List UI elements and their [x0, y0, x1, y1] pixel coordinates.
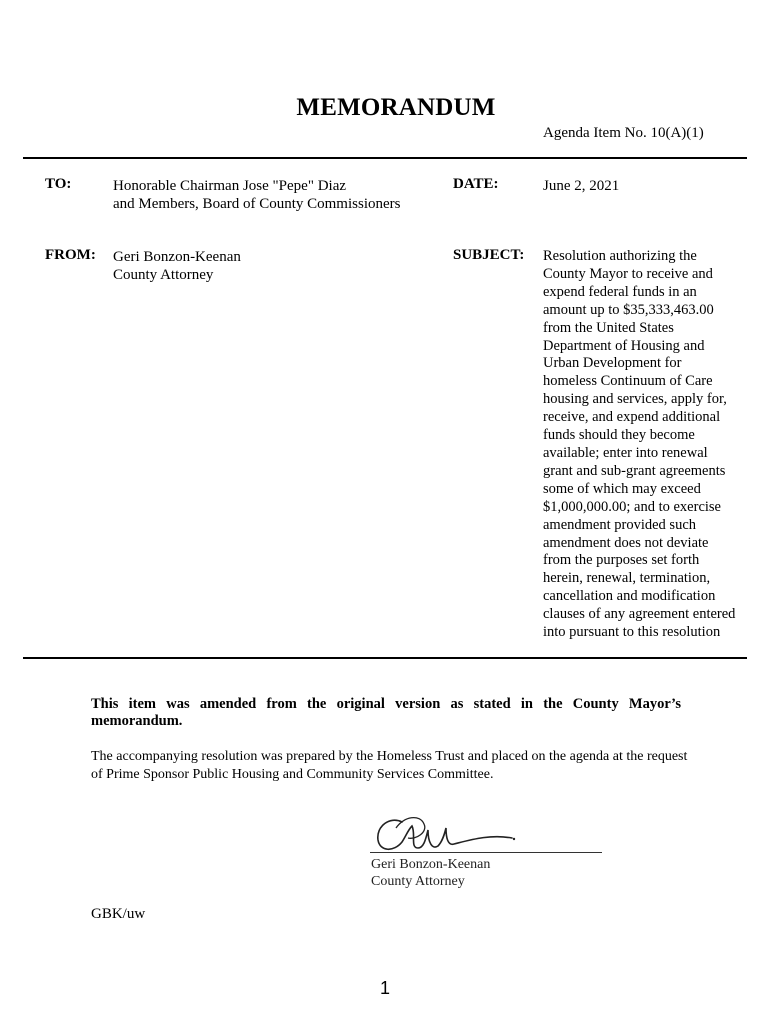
signer-name: Geri Bonzon-Keenan	[371, 857, 491, 872]
subject-label: SUBJECT:	[453, 247, 525, 263]
subject-line: from the United States	[543, 319, 674, 336]
subject-line: clauses of any agreement entered	[543, 606, 736, 623]
to-recipient	[113, 177, 400, 213]
from-line-2: County Attorney	[113, 267, 214, 283]
subject-line: County Mayor to receive and	[543, 265, 713, 282]
subject-line: Resolution authorizing the	[543, 248, 697, 264]
signature-block	[371, 856, 490, 890]
amended-note: This item was amended from the original version as stated in the County Mayor’s memorandum.	[91, 696, 681, 729]
subject-line: amendment does not deviate	[543, 534, 709, 551]
subject-line: some of which may exceed	[543, 480, 701, 497]
subject-line: cancellation and modification	[543, 588, 716, 605]
page-number: 1	[379, 978, 390, 998]
agenda-item-number: Agenda Item No. 10(A)(1)	[543, 125, 704, 141]
subject-line: $1,000,000.00; and to exercise	[543, 498, 721, 515]
subject-line: amount up to $35,333,463.00	[543, 301, 714, 318]
subject-line: Urban Development for	[543, 355, 682, 372]
subject-text	[543, 248, 753, 642]
to-line-2: and Members, Board of County Commissioners	[113, 196, 401, 212]
resolution-paragraph: The accompanying resolution was prepared by the Homeless Trust and placed on the agenda at the request of Prime Sponsor Public Housing and Community Services Committee.	[91, 749, 688, 782]
typist-initials: GBK/uw	[91, 906, 146, 922]
subject-line: herein, renewal, termination,	[543, 570, 711, 587]
subject-line: housing and services, apply for,	[543, 391, 727, 408]
subject-line: amendment provided such	[543, 516, 697, 533]
subject-line: receive, and expend additional	[543, 409, 721, 426]
from-sender	[113, 248, 241, 284]
signer-title: County Attorney	[371, 874, 465, 889]
subject-line: expend federal funds in an	[543, 283, 697, 300]
date-label: DATE:	[453, 176, 499, 192]
subject-line: homeless Continuum of Care	[543, 373, 713, 390]
from-line-1: Geri Bonzon-Keenan	[113, 249, 241, 265]
memo-title: MEMORANDUM	[296, 94, 496, 121]
subject-line: into pursuant to this resolution	[543, 624, 721, 641]
subject-line: grant and sub-grant agreements	[543, 462, 726, 479]
subject-line: available; enter into renewal	[543, 444, 708, 461]
subject-line: funds should they become	[543, 427, 695, 444]
to-line-1: Honorable Chairman Jose "Pepe" Diaz	[113, 178, 347, 194]
from-label: FROM:	[45, 247, 96, 263]
to-label: TO:	[45, 176, 72, 192]
signature-line	[370, 852, 602, 853]
subject-line: from the purposes set forth	[543, 552, 700, 569]
date-value: June 2, 2021	[543, 178, 620, 194]
bottom-divider	[23, 657, 747, 659]
top-divider	[23, 157, 747, 159]
subject-line: Department of Housing and	[543, 337, 705, 354]
